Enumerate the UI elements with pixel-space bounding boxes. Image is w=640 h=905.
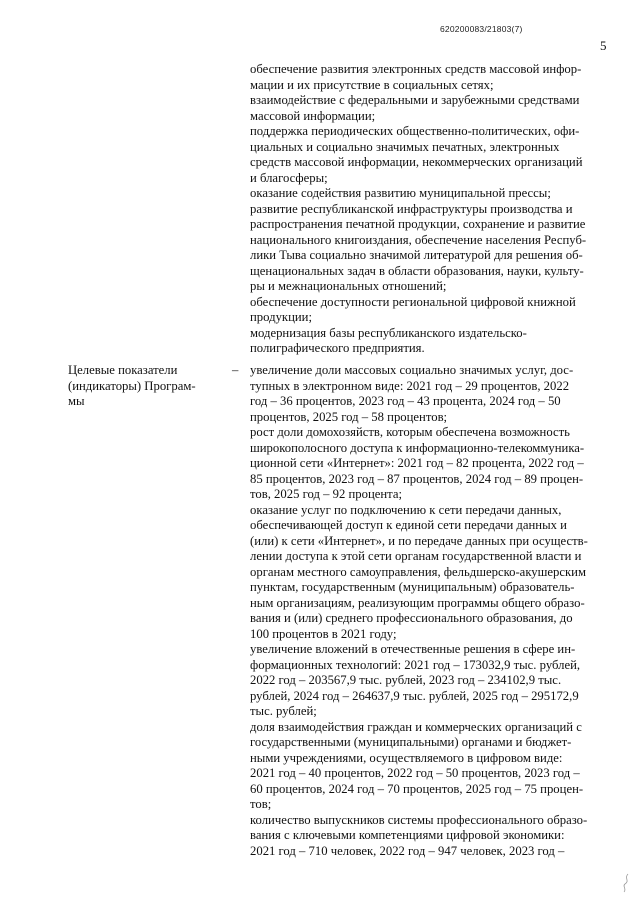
text-line: вания и (или) среднего профессионального образования, до xyxy=(250,611,573,625)
text-line: процентов, 2025 год – 58 процентов; xyxy=(250,409,448,424)
text-line: ным организациям, реализующим программы общего образо- xyxy=(250,595,585,610)
text-line: увеличение вложений в отечественные решения в сфере ин- xyxy=(250,642,576,656)
text-line: пунктам, государственным (муниципальным) образователь- xyxy=(250,580,575,594)
text-line: Целевые показатели xyxy=(68,363,178,377)
text-line: циальных и социально значимых печатных, электронных xyxy=(250,139,560,154)
text-line: национального книгоиздания, обеспечение населения Респуб- xyxy=(250,232,587,247)
text-line: ционной сети «Интернет»: 2021 год – 82 процента, 2022 год – xyxy=(250,456,584,470)
text-line: 2021 год – 710 человек, 2022 год – 947 человек, 2023 год – xyxy=(250,843,565,858)
text-line: тыс. рублей; xyxy=(250,704,317,718)
text-line: 2021 год – 40 процентов, 2022 год – 50 процентов, 2023 год – xyxy=(250,766,580,780)
text-line: (или) к сети «Интернет», и по передаче данных при осуществ- xyxy=(250,533,588,548)
text-line: мации и их присутствие в социальных сетях; xyxy=(250,77,494,92)
label-dash: – xyxy=(232,363,239,377)
text-line: органам местного самоуправления, фельдшерско-акушерским xyxy=(250,564,587,579)
text-line: 60 процентов, 2024 год – 70 процентов, 2025 год – 75 процен- xyxy=(250,781,584,796)
page-number: 5 xyxy=(600,38,607,53)
text-line: оказание услуг по подключению к сети передачи данных, xyxy=(250,502,562,517)
text-line: рост доли домохозяйств, которым обеспечена возможность xyxy=(250,425,570,439)
text-line: средств массовой информации, некоммерческих организаций xyxy=(250,155,583,169)
text-line: 2022 год – 203567,9 тыс. рублей, 2023 год – 234102,9 тыс. xyxy=(250,673,562,687)
scan-margin-mark xyxy=(620,872,632,894)
text-line: обеспечение развития электронных средств массовой инфор- xyxy=(250,62,582,76)
text-line: формационных технологий: 2021 год – 173032,9 тыс. рублей, xyxy=(250,657,581,672)
text-line: тов, 2025 год – 92 процента; xyxy=(250,487,403,501)
indicators-text xyxy=(250,363,602,859)
text-line: количество выпускников системы профессионального образо- xyxy=(250,812,588,827)
text-line: взаимодействие с федеральными и зарубежными средствами xyxy=(250,93,580,107)
indicators-label xyxy=(68,363,228,410)
text-line: тупных в электронном виде: 2021 год – 29 процентов, 2022 xyxy=(250,378,570,393)
text-line: массовой информации; xyxy=(250,108,376,123)
program-tasks-continuation xyxy=(250,62,602,357)
text-line: развитие республиканской инфраструктуры производства и xyxy=(250,201,573,216)
text-line: оказание содействия развитию муниципальной прессы; xyxy=(250,186,551,200)
text-line: обеспечивающей доступ к единой сети передачи данных и xyxy=(250,518,567,532)
text-line: широкополосного доступа к информационно-телекоммуника- xyxy=(250,440,585,455)
text-line: тов; xyxy=(250,797,272,811)
text-line: продукции; xyxy=(250,310,312,324)
text-line: лении доступа к этой сети органам государственной власти и xyxy=(250,549,582,563)
text-line: 85 процентов, 2023 год – 87 процентов, 2024 год – 89 процен- xyxy=(250,471,584,486)
text-line: увеличение доли массовых социально значимых услуг, дос- xyxy=(250,363,574,377)
text-line: щенациональных задач в области образования, науки, культу- xyxy=(250,263,584,278)
text-line: обеспечение доступности региональной цифровой книжной xyxy=(250,294,576,309)
text-line: полиграфического предприятия. xyxy=(250,341,425,355)
text-line: поддержка периодических общественно-политических, офи- xyxy=(250,124,580,138)
text-line: ными учреждениями, осуществляемого в цифровом виде: xyxy=(250,750,563,765)
text-line: государственными (муниципальными) органами и бюджет- xyxy=(250,735,572,749)
text-line: 100 процентов в 2021 году; xyxy=(250,626,397,641)
text-line: год – 36 процентов, 2023 год – 43 процента, 2024 год – 50 xyxy=(250,394,561,408)
text-line: доля взаимодействия граждан и коммерческих организаций с xyxy=(250,719,582,734)
text-line: ры и межнациональных отношений; xyxy=(250,279,447,293)
text-line: лики Тыва социально значимой литературой для решения об- xyxy=(250,248,583,262)
text-line: распространения печатной продукции, сохранение и развитие xyxy=(250,217,586,231)
text-line: (индикаторы) Програм- xyxy=(68,378,196,393)
text-line: модернизация базы республиканского издательско- xyxy=(250,325,527,340)
text-line: рублей, 2024 год – 264637,9 тыс. рублей, 2025 год – 295172,9 xyxy=(250,688,579,703)
text-line: вания с ключевыми компетенциями цифровой экономики: xyxy=(250,828,565,842)
text-line: и благосферы; xyxy=(250,170,328,185)
document-registration-number: 620200083/21803(7) xyxy=(440,24,523,34)
text-line: мы xyxy=(68,394,85,408)
